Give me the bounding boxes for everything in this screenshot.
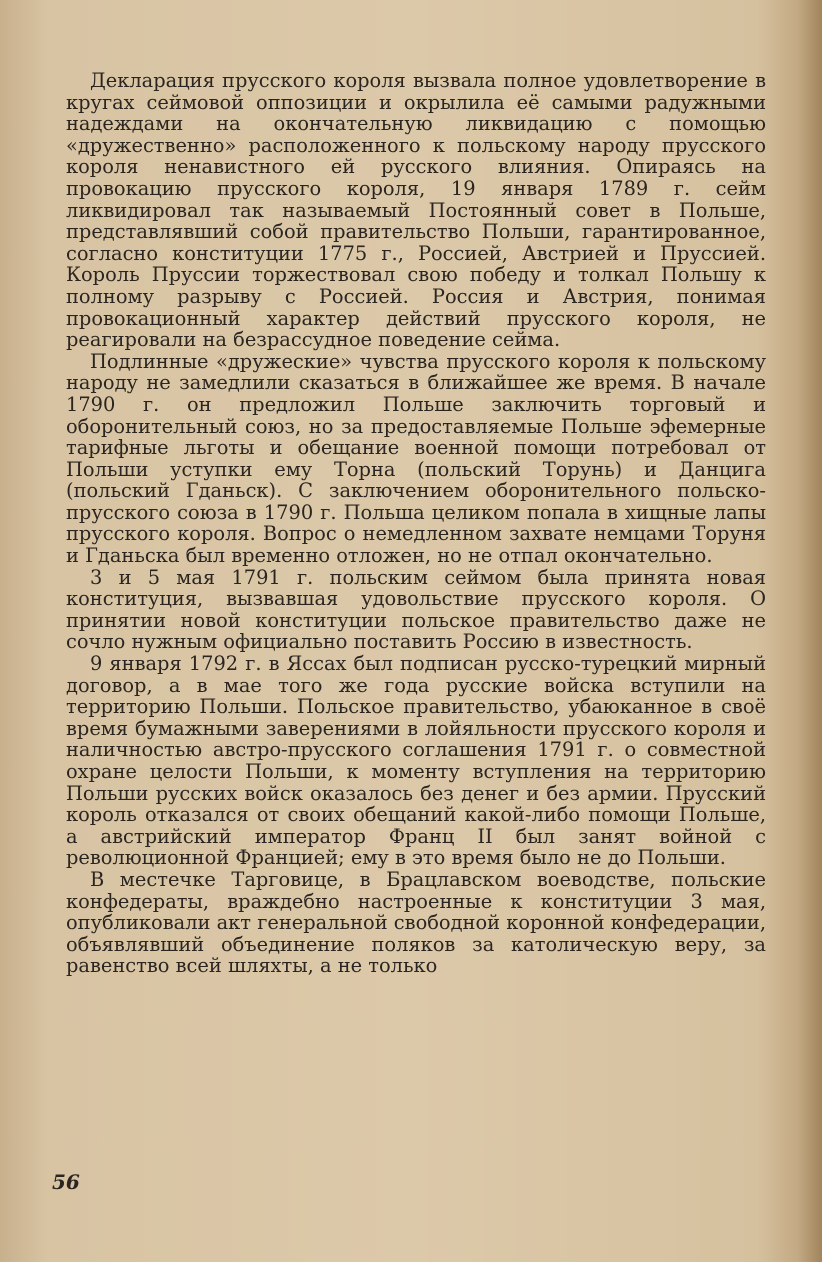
paragraph-constitution: 3 и 5 мая 1791 г. польским сеймом была принята новая конституция, вызвавшая удовольствие прусского короля. О принятии новой конституции польское правительство даже не сочло нужным официально поставить Россию в известность. <box>66 565 766 654</box>
paragraph-targowica: В местечке Тарговице, в Брацлавском воеводстве, польские конфедераты, враждебно настроенные к конституции 3 мая, опубликовали акт генеральной свободной коронной конфедерации, объявлявший объединение поляков за католическую веру, за равенство всей шляхты, а не только <box>66 867 766 978</box>
paragraph-declaration: Декларация прусского короля вызвала полное удовлетворение в кругах сеймовой оппозиции и окрылила её самыми радужными надеждами на окончательную ликвидацию с помощью «дружественно» расположенного к польскому народу прусского короля ненавистного ей русского влияния. Опираясь на провокацию прусского короля, 19 января 1789 г. сейм ликвидировал так называемый Постоянный совет в Польше, представлявший собой правительство Польши, гарантированное, согласно конституции 1775 г., Россией, Австрией и Пруссией. Король Пруссии торжествовал свою победу и толкал Польшу к полному разрыву с Россией. Россия и Австрия, понимая провокационный характер действий прусского короля, не реагировали на безрассудное поведение сейма. <box>66 69 766 352</box>
paragraph-jassy-treaty: 9 января 1792 г. в Яссах был подписан русско-турецкий мирный договор, а в мае того же года русские войска вступили на территорию Польши. Польское правительство, убаюканное в своё время бумажными заверениями в лойяльности прусского короля и наличностью австро-прусского соглашения 1791 г. о совместной охране целости Польши, к моменту вступления на территорию Польши русских войск оказалось без денег и без армии. Прусский король отказался от своих обещаний какой-либо помощи Польше, а австрийский император Франц II был занят войной с революционной Францией; ему в это время было не до Польши. <box>66 652 766 870</box>
body-text <box>66 70 766 977</box>
page-number: 56 <box>52 1170 80 1194</box>
paragraph-friendly-feelings: Подлинные «дружеские» чувства прусского короля к польскому народу не замедлили сказаться в ближайшее же время. В начале 1790 г. он предложил Польше заключить торговый и оборонительный союз, но за предоставляемые Польше эфемерные тарифные льготы и обещание военной помощи потребовал от Польши уступки ему Торна (польский Торунь) и Данцига (польский Гданьск). С заключением оборонительного польско-прусского союза в 1790 г. Польша целиком попала в хищные лапы прусского короля. Вопрос о немедленном захвате немцами Торуня и Гданьска был временно отложен, но не отпал окончательно. <box>66 349 766 568</box>
